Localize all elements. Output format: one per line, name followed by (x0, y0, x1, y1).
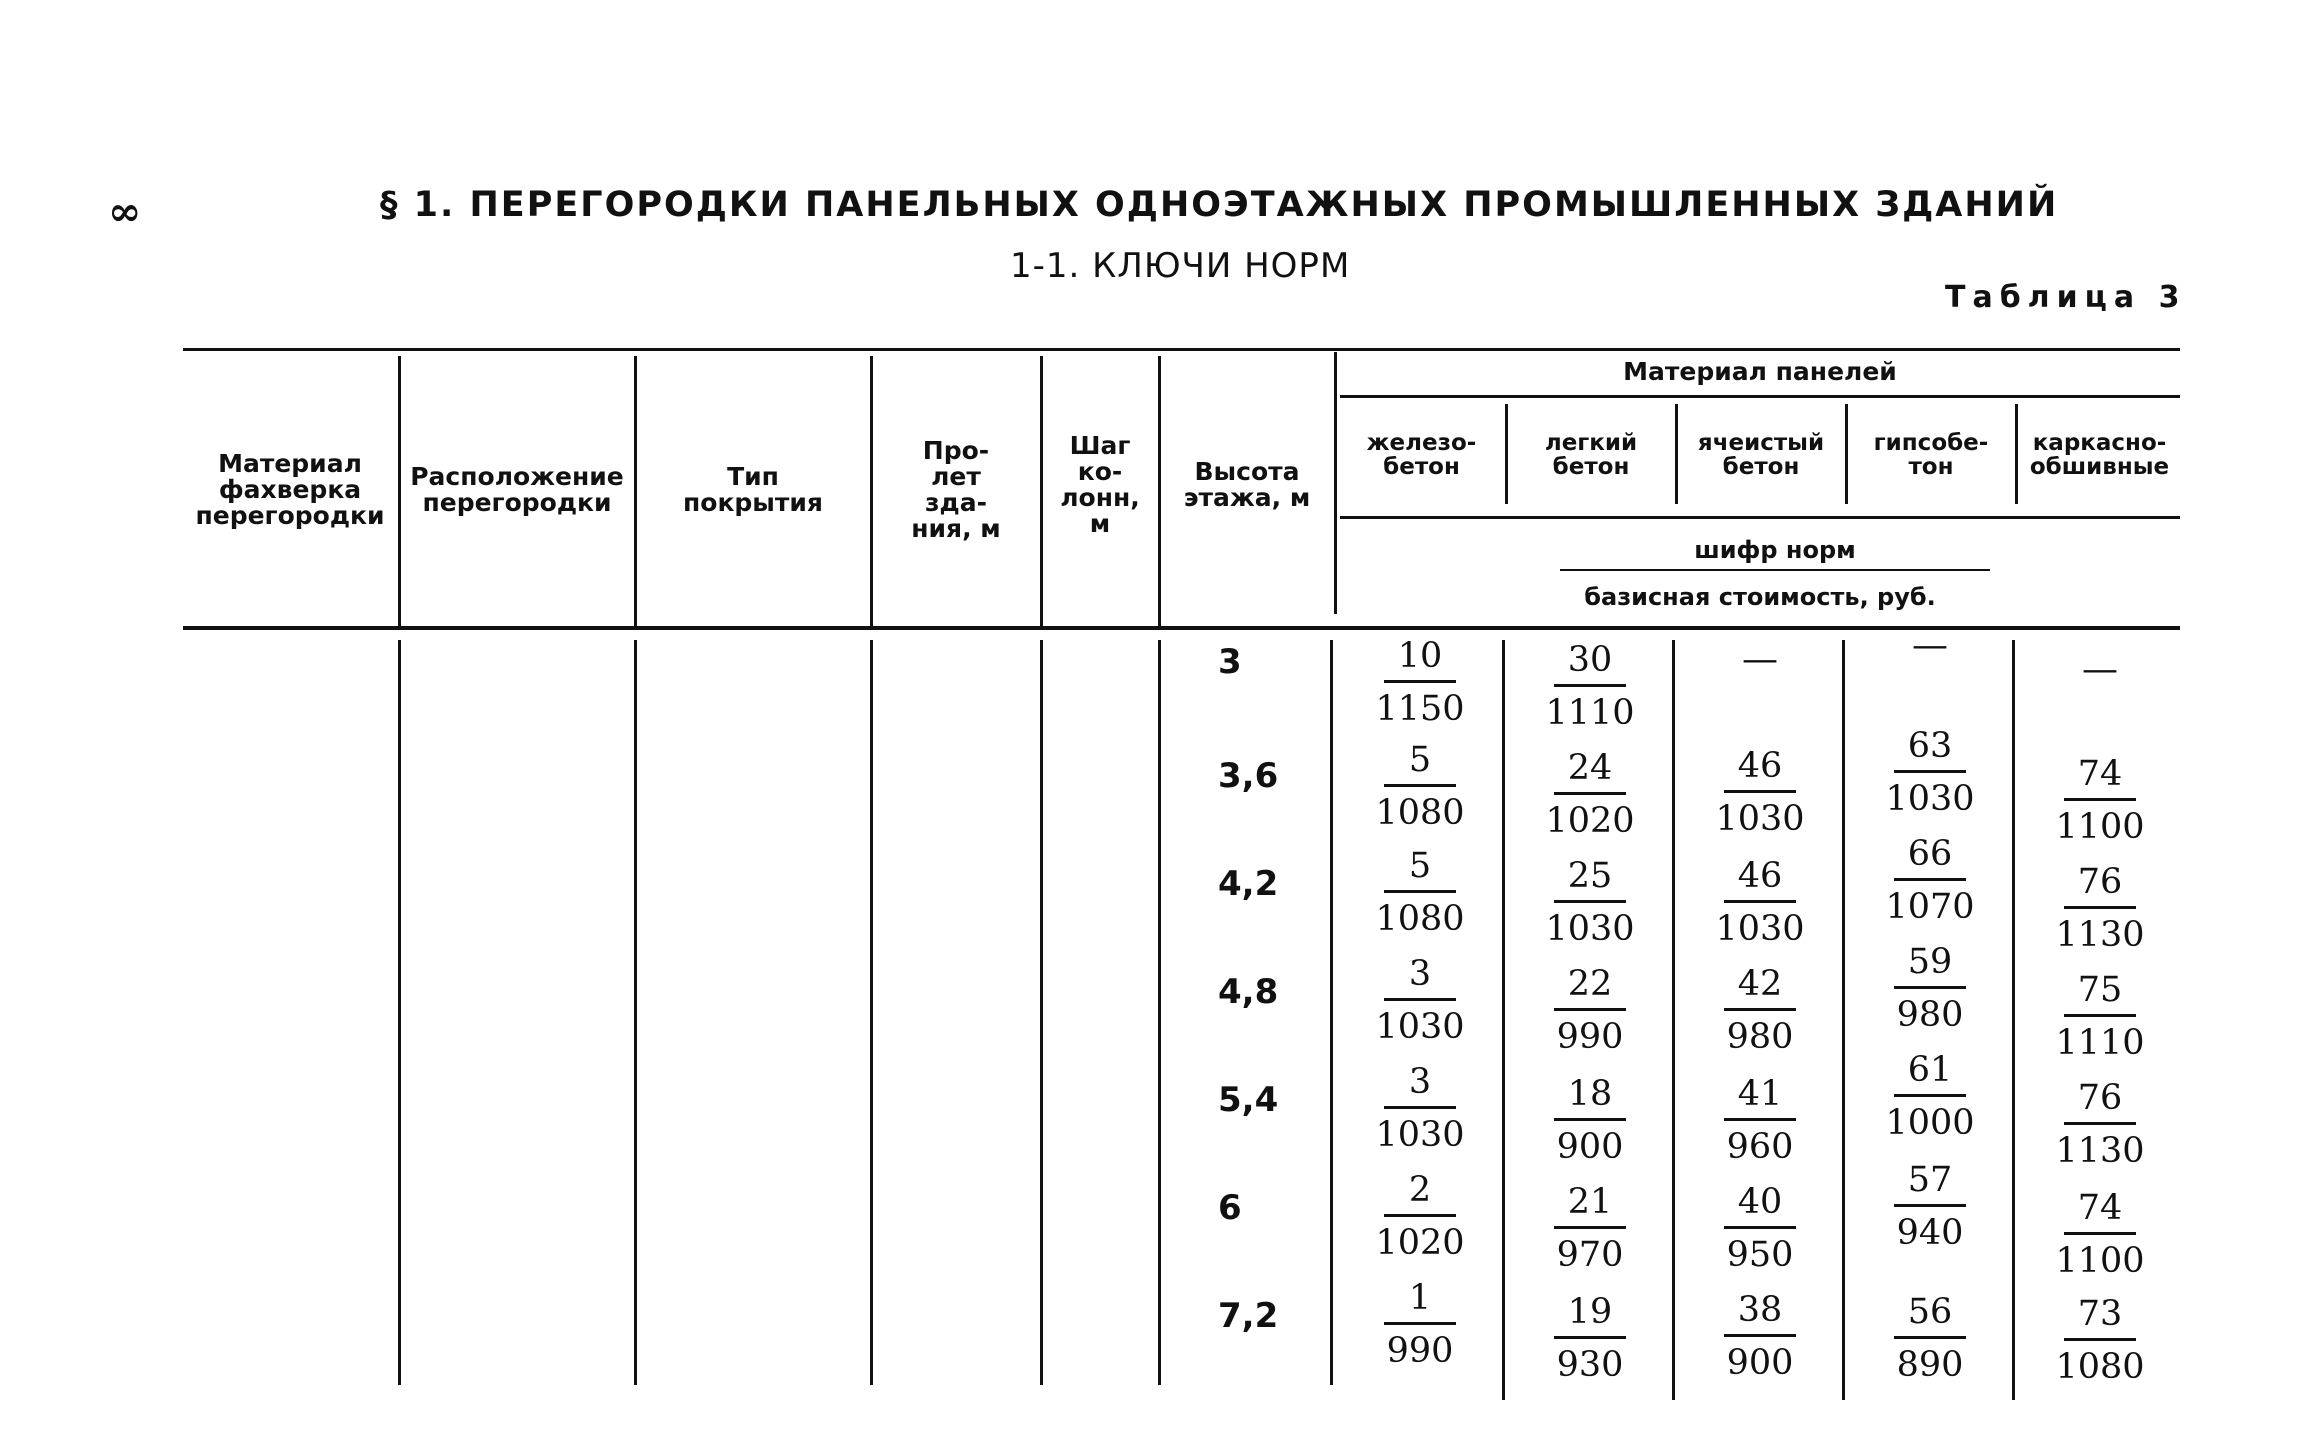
norm-cell (1685, 1182, 1835, 1275)
norm-code: 10 (1397, 636, 1443, 676)
col-divider (1672, 640, 1675, 1400)
floor-height-value: 5,4 (1218, 1080, 1279, 1120)
norm-code: 57 (1907, 1160, 1953, 1200)
fraction-bar (2064, 1338, 2136, 1341)
base-cost: 1080 (1375, 899, 1465, 939)
floor-height-value: 4,2 (1218, 864, 1279, 904)
norm-cell (1515, 1292, 1665, 1385)
base-cost: 890 (1896, 1345, 1964, 1385)
panel-types-rule (1340, 516, 2180, 519)
floor-height-value: 3,6 (1218, 756, 1279, 796)
norm-cell (1685, 746, 1835, 839)
norm-code: 3 (1408, 1062, 1432, 1102)
norm-code: 25 (1567, 856, 1613, 896)
norm-cell (2025, 1188, 2175, 1281)
base-cost: 1030 (1715, 909, 1805, 949)
table-label: Таблица 3 (1945, 280, 2187, 315)
fraction-bar (1894, 1336, 1966, 1339)
header-panel-type-0: железо- бетон (1366, 430, 1477, 480)
col-divider (2012, 640, 2015, 1400)
base-cost: 900 (1556, 1127, 1624, 1167)
base-cost: 950 (1726, 1235, 1794, 1275)
fraction-bar (1554, 1226, 1626, 1229)
norm-cell (2025, 862, 2175, 955)
fraction-bar (1384, 890, 1456, 893)
table-top-rule (183, 348, 2180, 351)
norm-code: 74 (2077, 754, 2123, 794)
fraction-bar (2064, 1014, 2136, 1017)
panel-material-rule (1340, 395, 2180, 398)
norm-cell (1345, 954, 1495, 1047)
norm-cell (1515, 856, 1665, 949)
base-cost: 1110 (1545, 693, 1635, 733)
col-divider (2015, 404, 2018, 504)
base-cost: 1100 (2055, 1241, 2145, 1281)
norm-cell (1855, 1292, 2005, 1385)
header-norm-code: шифр норм (1694, 535, 1856, 564)
col-divider (1158, 356, 1161, 626)
fraction-bar (2064, 1232, 2136, 1235)
fraction-bar (1554, 684, 1626, 687)
norm-code: 21 (1567, 1182, 1613, 1222)
norm-code: 5 (1408, 740, 1432, 780)
floor-height-value: 3 (1218, 642, 1242, 682)
norm-cell (1345, 846, 1495, 939)
norm-cell (1515, 1074, 1665, 1167)
header-roof-type: Тип покрытия (683, 462, 823, 517)
fraction-bar (2064, 1122, 2136, 1125)
norm-code: 76 (2077, 862, 2123, 902)
col-divider (634, 640, 637, 1385)
fraction-bar (1384, 784, 1456, 787)
norm-cell (1855, 1050, 2005, 1143)
norm-code: 40 (1737, 1182, 1783, 1222)
norm-code: 5 (1408, 846, 1432, 886)
norm-code: 46 (1737, 746, 1783, 786)
norm-code: 2 (1408, 1170, 1432, 1210)
base-cost: 1080 (1375, 793, 1465, 833)
header-base-cost: базисная стоимость, руб. (1584, 582, 1936, 611)
header-frame-material: Материал фахверка перегородки (195, 449, 385, 530)
norm-cell (2025, 1078, 2175, 1171)
fraction-bar (1724, 1118, 1796, 1121)
fraction-bar (1724, 1008, 1796, 1011)
norm-cell (1345, 1062, 1495, 1155)
norm-cell (1345, 740, 1495, 833)
header-panel-type-3: гипсобе- тон (1873, 430, 1989, 480)
norm-cell (1685, 964, 1835, 1057)
base-cost: 1020 (1545, 801, 1635, 841)
norm-cell (1855, 1160, 2005, 1253)
header-panel-material: Материал панелей (1623, 357, 1897, 386)
norm-code: 61 (1907, 1050, 1953, 1090)
floor-height-value: 7,2 (1218, 1296, 1279, 1336)
base-cost: 930 (1556, 1345, 1624, 1385)
col-divider (1845, 404, 1848, 504)
base-cost: 990 (1556, 1017, 1624, 1057)
norm-cell (1685, 856, 1835, 949)
fraction-bar (1894, 770, 1966, 773)
page-number: ∞ (108, 188, 142, 235)
norm-cell (2025, 970, 2175, 1063)
fraction-bar (1554, 1336, 1626, 1339)
base-cost: 960 (1726, 1127, 1794, 1167)
base-cost: 1130 (2055, 1131, 2145, 1171)
norm-code: 75 (2077, 970, 2123, 1010)
norm-code: 56 (1907, 1292, 1953, 1332)
base-cost: 1130 (2055, 915, 2145, 955)
fraction-bar (1554, 1118, 1626, 1121)
norm-code: 41 (1737, 1074, 1783, 1114)
col-divider (1675, 404, 1678, 504)
norm-cell (1515, 964, 1665, 1057)
norm-cell (1345, 1170, 1495, 1263)
norm-cell (1515, 640, 1665, 733)
fraction-bar (1894, 986, 1966, 989)
floor-height-value: 6 (1218, 1188, 1242, 1228)
norm-cell (2025, 1294, 2175, 1387)
header-panel-type-2: ячеистый бетон (1697, 430, 1825, 480)
norm-cell (1685, 1074, 1835, 1167)
header-panel-type-4: каркасно- обшивные (2029, 430, 2170, 480)
empty-dash: — (2082, 649, 2118, 690)
base-cost: 1030 (1715, 799, 1805, 839)
fraction-bar (1384, 998, 1456, 1001)
section-subtitle: 1-1. КЛЮЧИ НОРМ (1010, 246, 1351, 286)
fraction-bar (1724, 1334, 1796, 1337)
col-divider (870, 356, 873, 626)
col-divider (1040, 356, 1043, 626)
fraction-bar (1894, 878, 1966, 881)
fraction-bar (1554, 792, 1626, 795)
norm-cell (1515, 748, 1665, 841)
norm-cell (1345, 1278, 1495, 1371)
base-cost: 1110 (2055, 1023, 2145, 1063)
fraction-bar (1724, 1226, 1796, 1229)
empty-dash: — (1912, 625, 1948, 666)
norm-code: 73 (2077, 1294, 2123, 1334)
base-cost: 1030 (1885, 779, 1975, 819)
norm-code: 74 (2077, 1188, 2123, 1228)
norm-code: 66 (1907, 834, 1953, 874)
base-cost: 1100 (2055, 807, 2145, 847)
base-cost: 990 (1386, 1331, 1454, 1371)
col-divider (870, 640, 873, 1385)
base-cost: 1030 (1375, 1007, 1465, 1047)
col-divider (398, 356, 401, 626)
base-cost: 980 (1726, 1017, 1794, 1057)
base-cost: 970 (1556, 1235, 1624, 1275)
norm-cell (2025, 754, 2175, 847)
fraction-bar (1384, 1106, 1456, 1109)
col-divider (1158, 640, 1161, 1385)
norm-code: 59 (1907, 942, 1953, 982)
norm-code: 30 (1567, 640, 1613, 680)
fraction-bar (2064, 906, 2136, 909)
norm-code: 1 (1408, 1278, 1432, 1318)
page-title: § 1. ПЕРЕГОРОДКИ ПАНЕЛЬНЫХ ОДНОЭТАЖНЫХ ПРОМЫШЛЕННЫХ ЗДАНИЙ (380, 185, 2059, 225)
floor-height-value: 4,8 (1218, 972, 1279, 1012)
fraction-bar (1384, 1322, 1456, 1325)
col-divider (1330, 640, 1333, 1385)
norm-cell (1515, 1182, 1665, 1275)
base-cost: 1030 (1375, 1115, 1465, 1155)
header-panel-type-1: легкий бетон (1544, 430, 1638, 480)
norm-code: 63 (1907, 726, 1953, 766)
norm-cell (1685, 1290, 1835, 1383)
norm-code: 76 (2077, 1078, 2123, 1118)
fraction-bar (1894, 1094, 1966, 1097)
base-cost: 1070 (1885, 887, 1975, 927)
base-cost: 940 (1896, 1213, 1964, 1253)
base-cost: 1030 (1545, 909, 1635, 949)
col-divider (1505, 404, 1508, 504)
norm-cell (1855, 834, 2005, 927)
header-column-step: Шаг ко- лонн, м (1060, 431, 1140, 538)
base-cost: 1080 (2055, 1347, 2145, 1387)
col-divider (1334, 352, 1337, 614)
fraction-bar (1384, 680, 1456, 683)
base-cost: 1150 (1375, 689, 1465, 729)
col-divider (1502, 640, 1505, 1400)
norm-code: 46 (1737, 856, 1783, 896)
base-cost: 900 (1726, 1343, 1794, 1383)
base-cost: 1020 (1375, 1223, 1465, 1263)
fraction-bar (1554, 1008, 1626, 1011)
fraction-bar (1724, 900, 1796, 903)
col-divider (1040, 640, 1043, 1385)
col-divider (398, 640, 401, 1385)
empty-dash: — (1742, 639, 1778, 680)
fraction-bar (2064, 798, 2136, 801)
col-divider (634, 356, 637, 626)
norm-code: 24 (1567, 748, 1613, 788)
base-cost: 1000 (1885, 1103, 1975, 1143)
fraction-bar (1384, 1214, 1456, 1217)
norm-cell (1345, 636, 1495, 729)
norm-cell (1855, 726, 2005, 819)
fraction-bar (1724, 790, 1796, 793)
fraction-bar (1894, 1204, 1966, 1207)
norm-code: 18 (1567, 1074, 1613, 1114)
norm-code: 42 (1737, 964, 1783, 1004)
norm-code: 22 (1567, 964, 1613, 1004)
norm-code: 3 (1408, 954, 1432, 994)
base-cost: 980 (1896, 995, 1964, 1035)
norm-cell (1855, 942, 2005, 1035)
norm-code: 38 (1737, 1290, 1783, 1330)
header-building-span: Про- лет зда- ния, м (911, 436, 1001, 543)
norm-code: 19 (1567, 1292, 1613, 1332)
fraction-bar (1554, 900, 1626, 903)
header-partition-location: Расположение перегородки (410, 462, 624, 517)
header-floor-height: Высота этажа, м (1183, 457, 1311, 512)
col-divider (1842, 640, 1845, 1400)
code-cost-divider (1560, 569, 1990, 571)
